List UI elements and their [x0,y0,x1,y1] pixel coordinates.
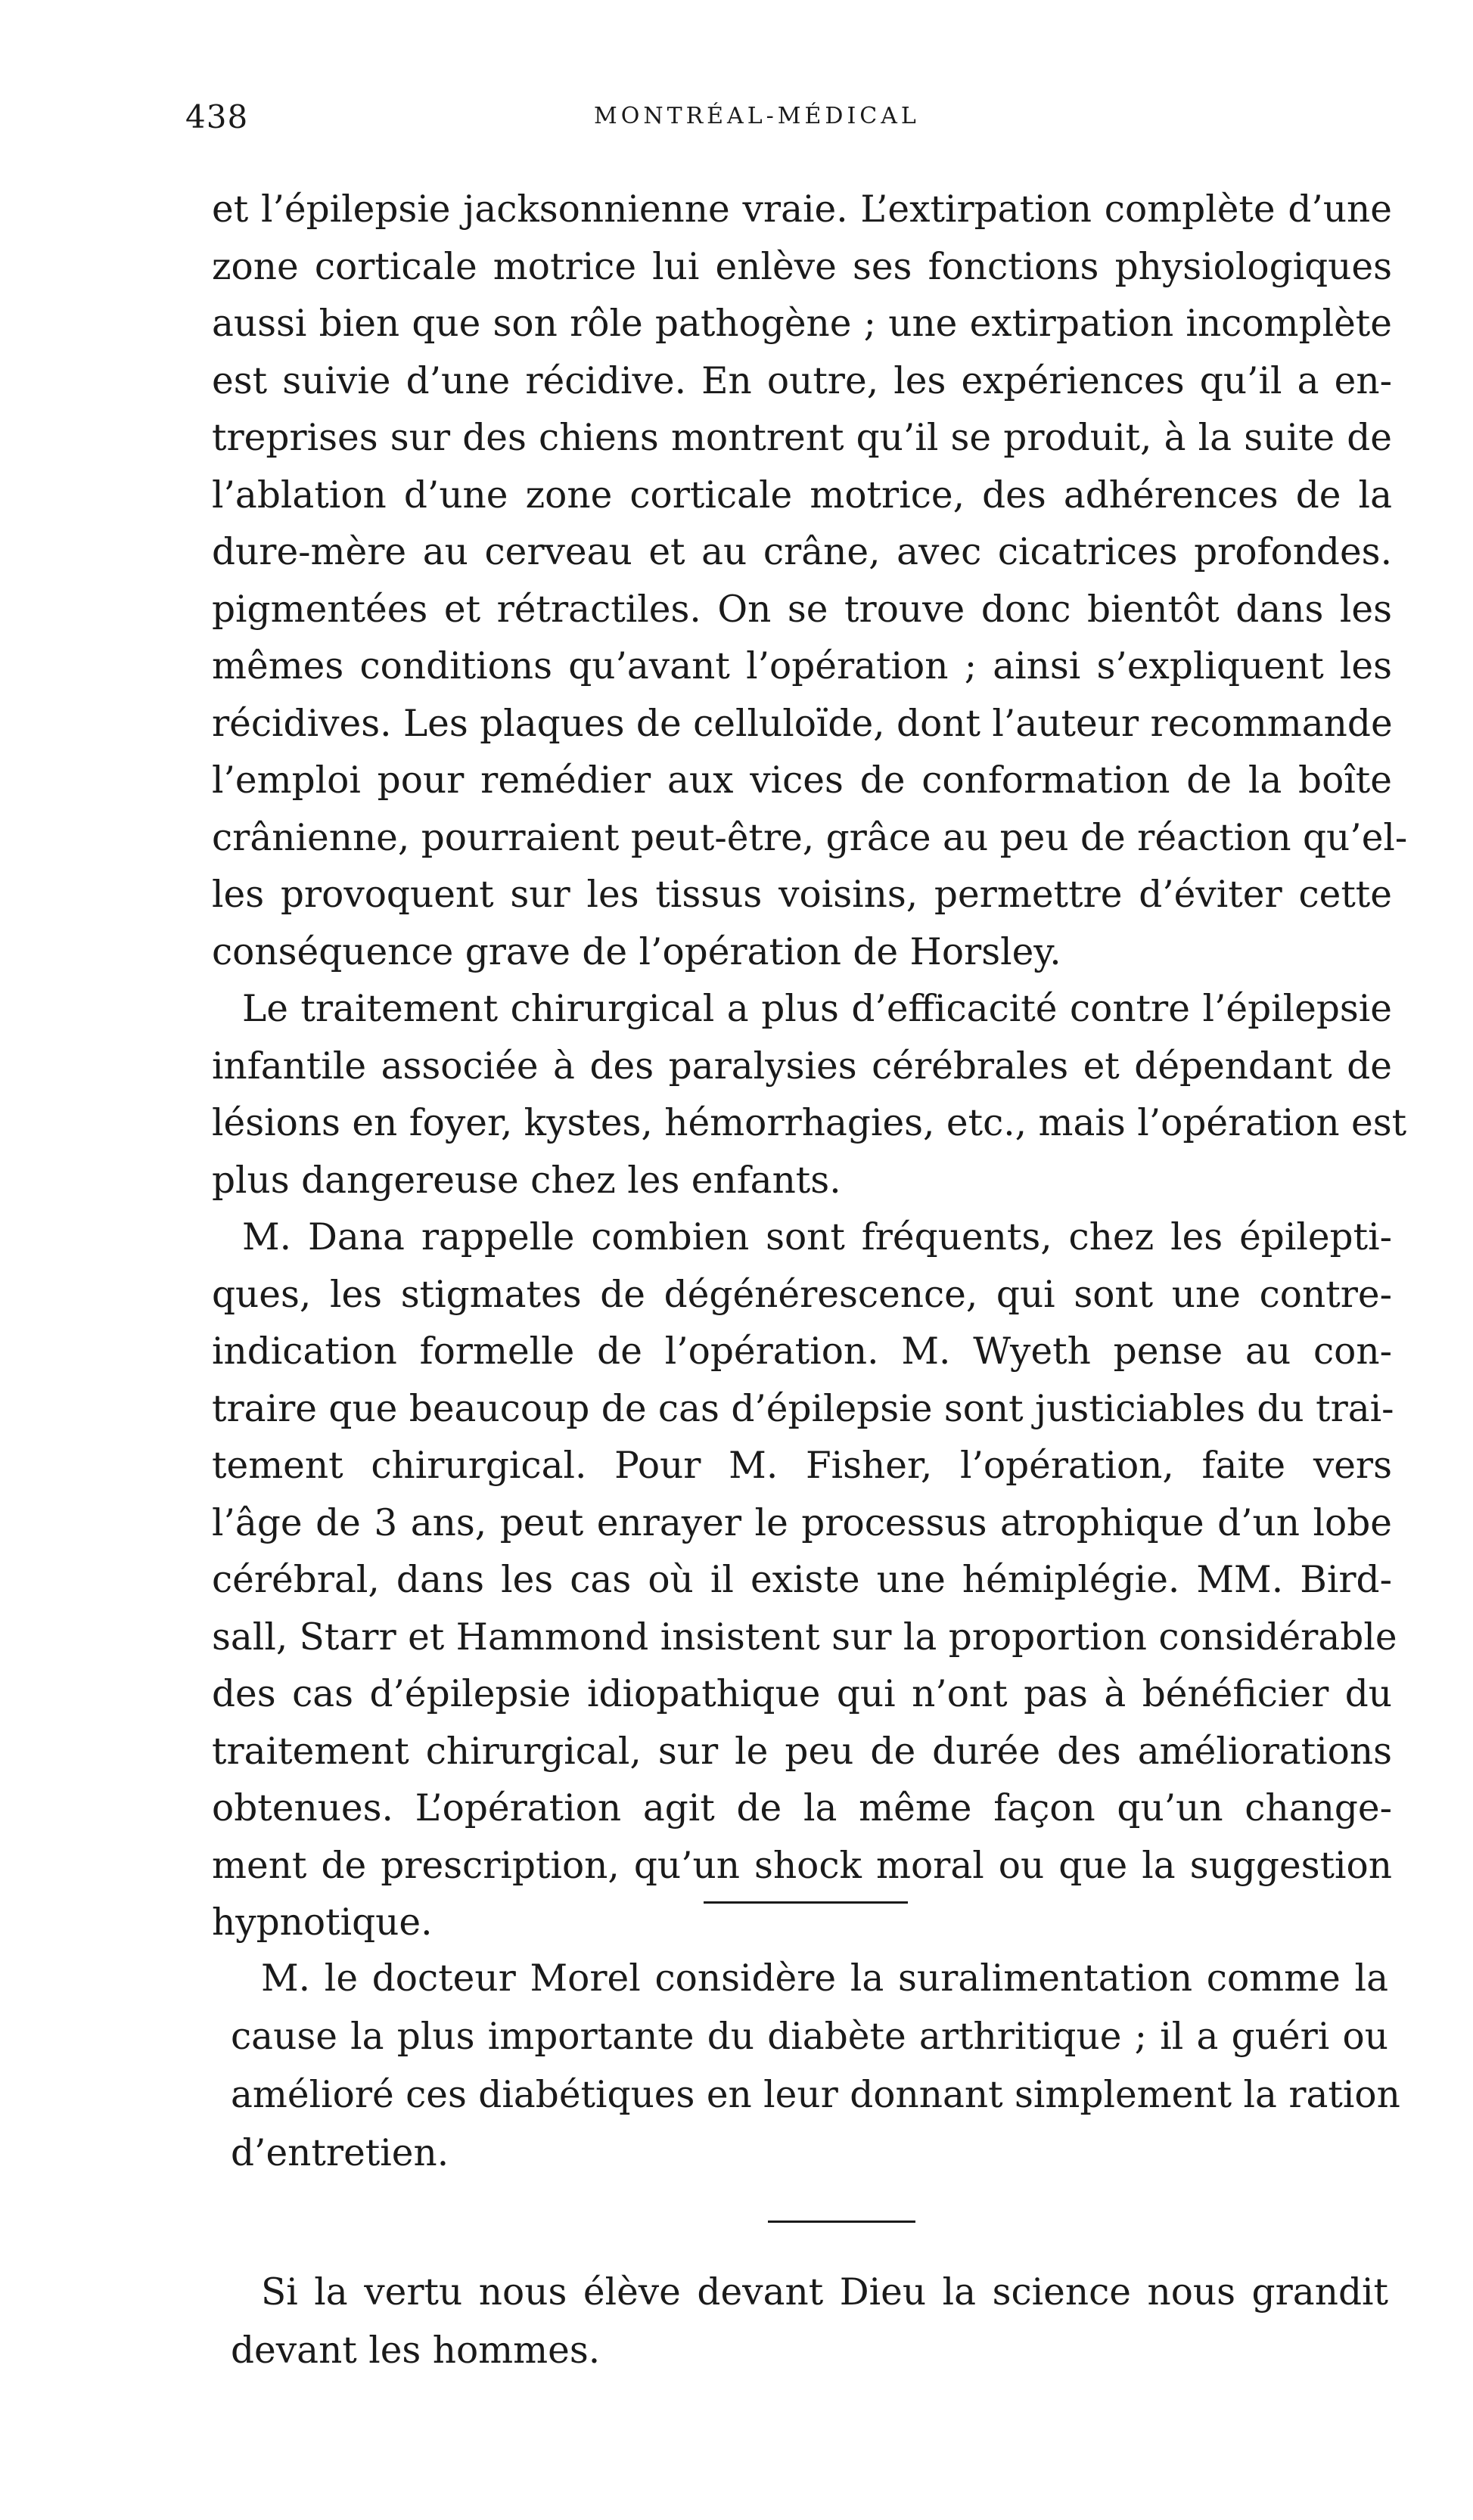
text-line: zone corticale motrice lui enlève ses fonctions physiologiques [212,245,1392,288]
text-line: lésions en foyer, kystes, hémorrhagies, etc., mais l’opération est [212,1102,1407,1144]
text-line: cause la plus importante du diabète arthritique ; il a guéri ou [231,2016,1388,2058]
text-line: dure-mère au cerveau et au crâne, avec cicatrices profondes. [212,531,1392,573]
text-line: est suivie d’une récidive. En outre, les expériences qu’il a en- [212,359,1392,402]
text-line: conséquence grave de l’opération de Horsley. [212,930,1061,973]
text-line: cérébral, dans les cas où il existe une hémiplégie. MM. Bird- [212,1559,1392,1601]
page-number: 438 [185,98,249,135]
text-line: ment de prescription, qu’un shock moral ou que la suggestion [212,1844,1392,1887]
text-line: des cas d’épilepsie idiopathique qui n’ont pas à bénéficier du [212,1673,1392,1715]
text-line: amélioré ces diabétiques en leur donnant simplement la ration [231,2074,1400,2116]
paragraph-2 [212,981,1407,1209]
text-line: ques, les stigmates de dégénérescence, qui sont une contre- [212,1273,1392,1316]
text-line: plus dangereuse chez les enfants. [212,1159,841,1202]
text-line: traitement chirurgical, sur le peu de durée des améliorations [212,1730,1392,1773]
text-line: aussi bien que son rôle pathogène ; une extirpation incomplète [212,303,1392,345]
text-line: devant les hommes. [231,2329,601,2372]
paragraph-4 [231,1950,1400,2183]
text-line: M. le docteur Morel considère la suralimentation comme la [261,1957,1388,2000]
paragraph-3 [212,1209,1397,1952]
paragraph-5 [231,2264,1388,2380]
text-line: traire que beaucoup de cas d’épilepsie sont justiciables du trai- [212,1387,1394,1430]
text-line: mêmes conditions qu’avant l’opération ; ainsi s’expliquent les [212,645,1392,687]
text-line: et l’épilepsie jacksonnienne vraie. L’extirpation complète d’une [212,188,1392,231]
text-line: pigmentées et rétractiles. On se trouve donc bientôt dans les [212,588,1392,631]
section-divider [704,1901,908,1904]
text-line: l’emploi pour remédier aux vices de conformation de la boîte [212,759,1392,802]
text-line: Si la vertu nous élève devant Dieu la science nous grandit [261,2271,1388,2314]
text-line: infantile associée à des paralysies cérébrales et dépendant de [212,1044,1392,1088]
text-line: Le traitement chirurgical a plus d’efficacité contre l’épilepsie [242,988,1392,1030]
text-line: obtenues. L’opération agit de la même façon qu’un change- [212,1787,1392,1829]
text-line: récidives. Les plaques de celluloïde, dont l’auteur recommande [212,702,1393,745]
main-text-block [212,182,1408,1952]
text-line: sall, Starr et Hammond insistent sur la proportion considérable [212,1615,1397,1659]
text-line: treprises sur des chiens montrent qu’il se produit, à la suite de [212,417,1392,459]
text-line: indication formelle de l’opération. M. Wyeth pense au con- [212,1330,1392,1373]
text-line: les provoquent sur les tissus voisins, permettre d’éviter cette [212,874,1392,916]
text-line: l’ablation d’une zone corticale motrice, des adhérences de la [212,473,1392,517]
text-line: hypnotique. [212,1901,433,1944]
paragraph-1 [212,182,1408,981]
text-line: M. Dana rappelle combien sont fréquents, chez les épilepti- [242,1216,1392,1258]
running-title: MONTRÉAL-MÉDICAL [594,103,920,129]
section-divider [768,2221,915,2223]
text-line: tement chirurgical. Pour M. Fisher, l’opération, faite vers [212,1445,1392,1487]
text-line: crânienne, pourraient peut-être, grâce au peu de réaction qu’el- [212,816,1408,859]
text-line: l’âge de 3 ans, peut enrayer le processus atrophique d’un lobe [212,1501,1392,1544]
text-line: d’entretien. [231,2132,449,2174]
page-header [185,98,1350,144]
